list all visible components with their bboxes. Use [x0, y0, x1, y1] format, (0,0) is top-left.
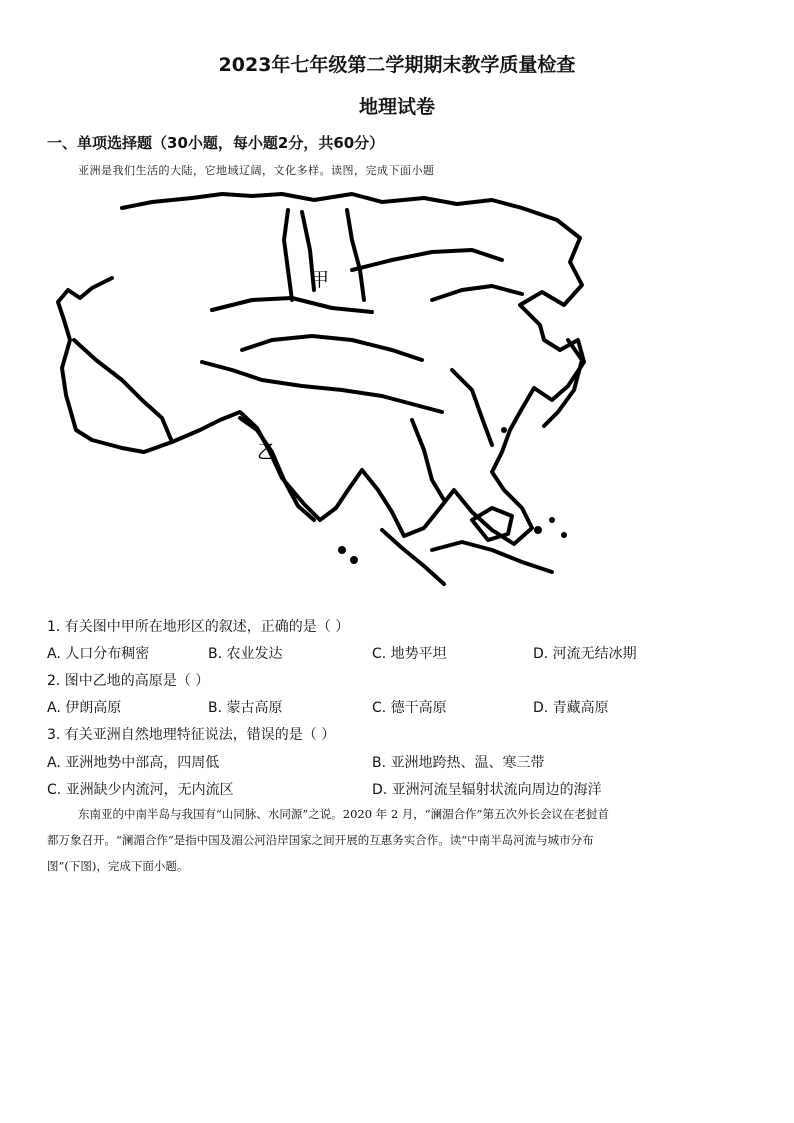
mountain-range-4 [352, 250, 502, 270]
question-2-option-d: D. 青藏高原 [533, 700, 609, 716]
question-2-option-b: B. 蒙古高原 [208, 700, 283, 716]
sumatra [382, 530, 444, 584]
passage-2-line-1: 东南亚的中南半岛与我国有“山同脉、水同源”之说。2020 年 2 月，“澜湄合作”第五次外长会议在老挝首 [78, 807, 610, 821]
question-3-option-d: D. 亚洲河流呈辐射状流向周边的海洋 [372, 782, 602, 798]
passage-2 [47, 801, 747, 879]
passage-2-line-3: 图”(下图)，完成下面小题。 [47, 859, 189, 873]
borneo [472, 508, 512, 540]
japan-islands [544, 340, 582, 426]
river-3 [452, 370, 492, 445]
river-4 [412, 420, 444, 500]
question-3-stem: 3. 有关亚洲自然地理特征说法，错误的是（ ） [47, 727, 336, 743]
question-1-option-b: B. 农业发达 [208, 646, 283, 662]
question-3-option-c: C. 亚洲缺少内流河，无内流区 [47, 782, 234, 798]
section-intro: 亚洲是我们生活的大陆，它地域辽阔，文化多样。读图，完成下面小题 [78, 164, 435, 177]
mountain-range-2 [242, 336, 422, 360]
indonesia-islands [432, 542, 552, 572]
exam-title: 2023年七年级第二学期期末教学质量检查 [218, 54, 576, 76]
exam-subtitle: 地理试卷 [358, 96, 435, 118]
mountain-range-1 [202, 362, 442, 412]
question-2-option-a: A. 伊朗高原 [47, 700, 122, 716]
question-3-option-a: A. 亚洲地势中部高，四周低 [47, 755, 220, 771]
question-1-option-a: A. 人口分布稠密 [47, 646, 150, 662]
question-2-option-c: C. 德干高原 [372, 700, 447, 716]
passage-2-line-2: 都万象召开。“澜湄合作”是指中国及湄公河沿岸国家之间开展的互惠务实合作。读“中南半岛河流与城市分布 [47, 833, 594, 847]
question-1-option-d: D. 河流无结冰期 [533, 646, 637, 662]
river-1 [347, 210, 364, 300]
arabian-peninsula [74, 340, 172, 442]
asia-map [52, 190, 592, 602]
section-heading: 一、单项选择题（30小题，每小题2分，共60分） [47, 134, 385, 152]
question-1-stem: 1. 有关图中甲所在地形区的叙述，正确的是（ ） [47, 619, 350, 635]
question-3-option-b: B. 亚洲地跨热、温、寒三带 [372, 755, 545, 771]
question-1-option-c: C. 地势平坦 [372, 646, 447, 662]
map-label-yi: 乙 [257, 441, 277, 463]
map-label-jia: 甲 [310, 269, 330, 291]
asia-coastline [58, 194, 584, 544]
ural-mountains [284, 210, 292, 300]
mountain-range-5 [432, 286, 522, 300]
question-2-stem: 2. 图中乙地的高原是（ ） [47, 673, 210, 689]
